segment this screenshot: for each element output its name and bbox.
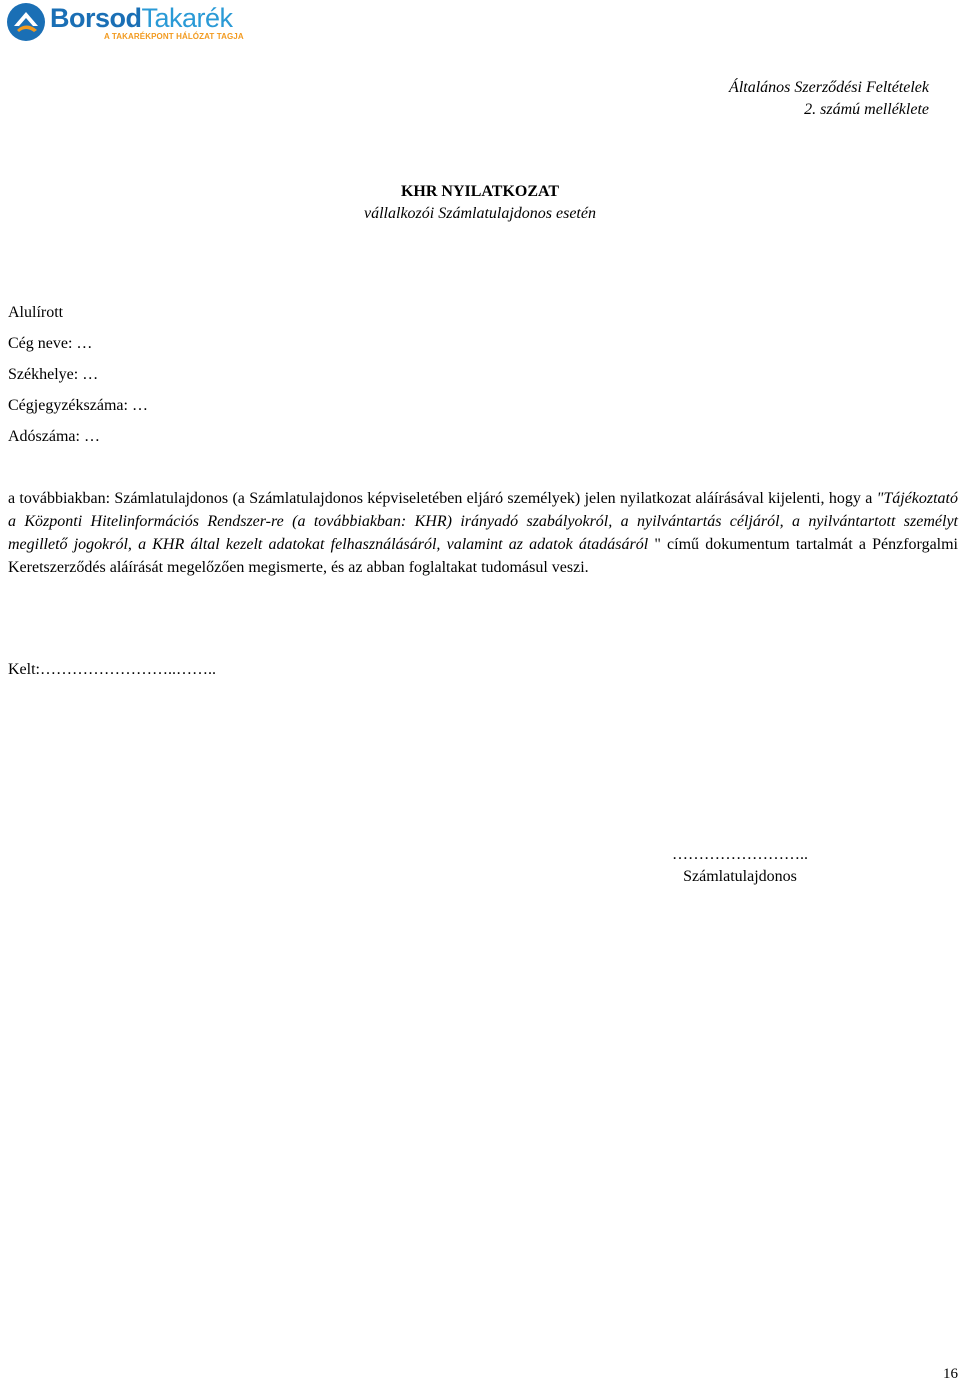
document-header	[729, 77, 929, 121]
logo-tagline: A TAKARÉKPONT HÁLÓZAT TAGJA	[104, 32, 244, 41]
page-number: 16	[943, 1366, 958, 1382]
header-line1: Általános Szerződési Feltételek	[729, 79, 929, 96]
logo-word-part2: Takarék	[141, 3, 233, 33]
field-company-name: Cég neve: …	[8, 335, 93, 352]
field-seat: Székhelye: …	[8, 366, 99, 383]
title-main: KHR NYILATKOZAT	[400, 183, 560, 200]
statement-italic: "Tájékoztató a Központi Hitelinformációs Rendszer-re (a továbbiakban: KHR) irányadó szabályokról, a nyilvántartás céljáról, a nyilvántartott személyt megillető jogokról, a KHR által kezelt adatokat felhasználásáról, valamint az adatok átadásáról	[8, 490, 958, 553]
logo-emblem-icon	[6, 2, 46, 42]
statement-paragraph	[8, 487, 958, 579]
signature-label: Számlatulajdonos	[683, 868, 797, 885]
logo-wordmark	[50, 3, 233, 33]
statement-part2: " című dokumentum tartalmát a Pénzforgalmi Keretszerződés aláírását megelőzően megismerte, és az abban foglaltakat tudomásul veszi.	[8, 536, 959, 576]
logo-word-part1: Borsod	[50, 3, 142, 33]
company-fields	[8, 297, 148, 452]
field-tax-number: Adószáma: …	[8, 428, 100, 445]
field-registration: Cégjegyzékszáma: …	[8, 397, 148, 414]
header-line2: 2. számú melléklete	[804, 101, 929, 118]
borsod-takarek-logo	[6, 2, 244, 44]
field-intro: Alulírott	[8, 304, 64, 321]
signature-block	[640, 844, 840, 888]
title-subtitle: vállalkozói Számlatulajdonos esetén	[364, 205, 596, 222]
document-title	[0, 181, 960, 225]
date-place-line: Kelt:……………………..……..	[8, 661, 216, 678]
statement-part1: a továbbiakban: Számlatulajdonos (a Számlatulajdonos képviseletében eljáró személyek) jelen nyilatkozat aláírásával kijelenti, hogy a	[8, 490, 877, 507]
signature-line: ……………………..	[672, 846, 808, 863]
